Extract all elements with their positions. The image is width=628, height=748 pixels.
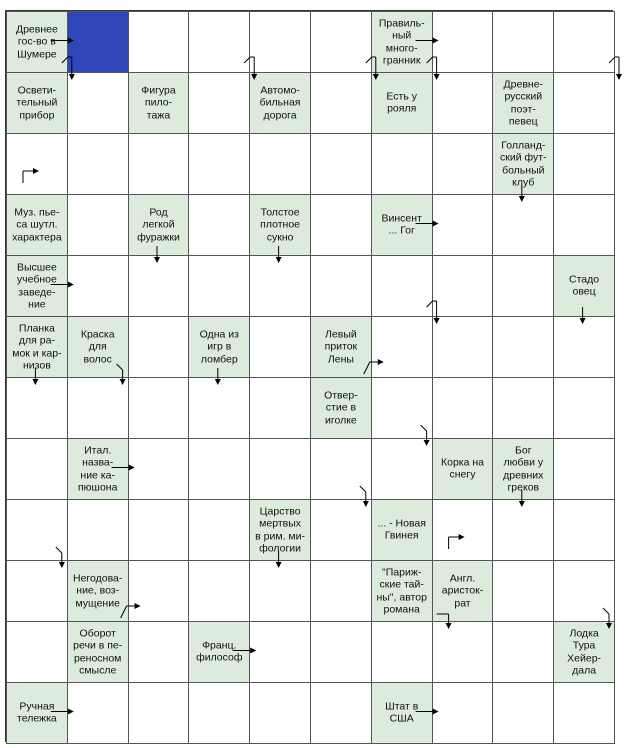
clue-cell bbox=[6, 194, 68, 256]
clue-text: ... - Новая Гвинея bbox=[377, 517, 426, 542]
answer-cell[interactable] bbox=[432, 316, 494, 378]
clue-text: Муз. пье- са шутл. характера bbox=[12, 206, 62, 244]
clue-text: Отвер- стие в иголке bbox=[324, 389, 358, 427]
answer-cell[interactable] bbox=[128, 499, 190, 561]
clue-cell bbox=[67, 316, 129, 378]
clue-text: Негодова- ние, воз- мущение bbox=[72, 572, 123, 610]
answer-cell[interactable] bbox=[6, 377, 68, 439]
answer-cell[interactable] bbox=[67, 499, 129, 561]
clue-text: Оборот речи в пе- реносном смысле bbox=[73, 627, 123, 677]
clue-cell bbox=[432, 438, 494, 500]
clue-cell bbox=[128, 194, 190, 256]
answer-cell[interactable] bbox=[249, 560, 311, 622]
clue-text: "Париж- ские тай- ны", автор романа bbox=[376, 566, 427, 616]
answer-cell[interactable] bbox=[128, 316, 190, 378]
answer-cell[interactable] bbox=[553, 499, 615, 561]
answer-cell[interactable] bbox=[188, 682, 250, 744]
answer-cell[interactable] bbox=[310, 133, 372, 195]
answer-cell[interactable] bbox=[249, 316, 311, 378]
answer-cell[interactable] bbox=[492, 499, 554, 561]
clue-text: Правиль- ный много- гранник bbox=[378, 17, 425, 67]
clue-cell bbox=[371, 194, 433, 256]
clue-text: Фигура пило- тажа bbox=[141, 84, 176, 122]
answer-cell[interactable] bbox=[128, 438, 190, 500]
answer-cell[interactable] bbox=[128, 255, 190, 317]
clue-cell bbox=[67, 621, 129, 683]
clue-cell bbox=[67, 438, 129, 500]
answer-cell[interactable] bbox=[128, 377, 190, 439]
answer-cell[interactable] bbox=[432, 377, 494, 439]
answer-cell[interactable] bbox=[492, 316, 554, 378]
answer-cell[interactable] bbox=[249, 682, 311, 744]
answer-cell[interactable] bbox=[67, 377, 129, 439]
clue-text: Автомо- бильная дорога bbox=[259, 84, 301, 122]
answer-cell[interactable] bbox=[553, 11, 615, 73]
answer-cell[interactable] bbox=[67, 194, 129, 256]
answer-cell[interactable] bbox=[310, 438, 372, 500]
clue-text: Древне- русский поэт- певец bbox=[503, 78, 544, 128]
answer-cell[interactable] bbox=[128, 133, 190, 195]
answer-cell[interactable] bbox=[371, 133, 433, 195]
answer-cell[interactable] bbox=[67, 682, 129, 744]
clue-text: Род легкой фуражки bbox=[137, 206, 180, 244]
answer-cell[interactable] bbox=[492, 682, 554, 744]
answer-cell[interactable] bbox=[128, 560, 190, 622]
answer-cell[interactable] bbox=[67, 133, 129, 195]
clue-cell bbox=[6, 316, 68, 378]
clue-cell bbox=[553, 255, 615, 317]
answer-cell[interactable] bbox=[188, 133, 250, 195]
answer-cell[interactable] bbox=[67, 72, 129, 134]
answer-cell[interactable] bbox=[67, 255, 129, 317]
clue-cell bbox=[6, 11, 68, 73]
answer-cell[interactable] bbox=[553, 316, 615, 378]
clue-text: Голланд- ский фут- больный клуб bbox=[500, 139, 547, 189]
answer-cell[interactable] bbox=[371, 316, 433, 378]
answer-cell[interactable] bbox=[310, 11, 372, 73]
clue-cell bbox=[6, 72, 68, 134]
clue-text: Корка на снегу bbox=[440, 456, 484, 481]
answer-cell[interactable] bbox=[6, 621, 68, 683]
clue-cell bbox=[6, 255, 68, 317]
answer-cell[interactable] bbox=[492, 621, 554, 683]
answer-cell[interactable] bbox=[432, 194, 494, 256]
clue-text: Одна из игр в ломбер bbox=[199, 328, 239, 366]
clue-cell bbox=[310, 316, 372, 378]
clue-cell bbox=[6, 682, 68, 744]
answer-cell[interactable] bbox=[249, 255, 311, 317]
answer-cell[interactable] bbox=[492, 255, 554, 317]
answer-cell[interactable] bbox=[310, 194, 372, 256]
clue-cell bbox=[371, 682, 433, 744]
answer-cell[interactable] bbox=[188, 499, 250, 561]
clue-text: Итал. назва- ние ка- пюшона bbox=[77, 444, 118, 494]
answer-cell[interactable] bbox=[188, 194, 250, 256]
answer-cell[interactable] bbox=[310, 560, 372, 622]
clue-text: Левый приток Лены bbox=[324, 328, 358, 366]
answer-cell[interactable] bbox=[371, 377, 433, 439]
clue-text: Бог любви у древних греков bbox=[503, 444, 544, 494]
answer-cell[interactable] bbox=[371, 621, 433, 683]
clue-text: Стадо овец bbox=[569, 273, 600, 298]
clue-cell bbox=[249, 499, 311, 561]
clue-text: Англ. аристок- рат bbox=[441, 572, 484, 610]
clue-text: Винсент ... Гог bbox=[381, 212, 422, 237]
answer-cell[interactable] bbox=[492, 194, 554, 256]
answer-cell[interactable] bbox=[432, 682, 494, 744]
answer-cell[interactable] bbox=[128, 11, 190, 73]
answer-cell[interactable] bbox=[553, 377, 615, 439]
answer-cell[interactable] bbox=[492, 11, 554, 73]
answer-cell[interactable] bbox=[6, 133, 68, 195]
clue-cell bbox=[249, 194, 311, 256]
answer-cell[interactable] bbox=[249, 438, 311, 500]
clue-text: Древнее гос-во в Шумере bbox=[15, 23, 58, 61]
answer-cell[interactable] bbox=[188, 377, 250, 439]
clue-cell bbox=[310, 377, 372, 439]
answer-cell[interactable] bbox=[432, 499, 494, 561]
answer-cell[interactable] bbox=[6, 499, 68, 561]
answer-cell[interactable] bbox=[188, 72, 250, 134]
clue-cell bbox=[188, 621, 250, 683]
answer-cell[interactable] bbox=[128, 682, 190, 744]
answer-cell[interactable] bbox=[188, 255, 250, 317]
answer-cell[interactable] bbox=[310, 621, 372, 683]
answer-cell[interactable] bbox=[432, 11, 494, 73]
answer-cell[interactable] bbox=[188, 11, 250, 73]
clue-cell bbox=[432, 560, 494, 622]
clue-cell bbox=[371, 72, 433, 134]
clue-text: Толстое плотное сукно bbox=[260, 206, 300, 244]
answer-cell[interactable] bbox=[553, 438, 615, 500]
clue-text: Краска для волос bbox=[80, 328, 115, 366]
answer-cell[interactable] bbox=[249, 11, 311, 73]
answer-cell[interactable] bbox=[310, 255, 372, 317]
filled-cell bbox=[67, 11, 129, 73]
clue-cell bbox=[553, 621, 615, 683]
clue-text: Ручная тележка bbox=[17, 700, 57, 725]
answer-cell[interactable] bbox=[553, 194, 615, 256]
clue-cell bbox=[492, 438, 554, 500]
clue-text: Освети- тельный прибор bbox=[16, 84, 58, 122]
answer-cell[interactable] bbox=[128, 621, 190, 683]
answer-cell[interactable] bbox=[371, 438, 433, 500]
clue-cell bbox=[371, 499, 433, 561]
clue-cell bbox=[249, 72, 311, 134]
answer-cell[interactable] bbox=[432, 621, 494, 683]
answer-cell[interactable] bbox=[249, 621, 311, 683]
clue-cell bbox=[492, 72, 554, 134]
answer-cell[interactable] bbox=[553, 133, 615, 195]
clue-text: Франц. философ bbox=[196, 639, 243, 664]
clue-text: Царство мертвых в рим. ми- фологии bbox=[255, 505, 305, 555]
answer-cell[interactable] bbox=[6, 438, 68, 500]
answer-cell[interactable] bbox=[492, 377, 554, 439]
answer-cell[interactable] bbox=[310, 499, 372, 561]
clue-text: Планка для ра- мок и кар- низов bbox=[12, 322, 62, 372]
answer-cell[interactable] bbox=[553, 682, 615, 744]
answer-cell[interactable] bbox=[432, 72, 494, 134]
clue-text: Высшее учебное заведе- ние bbox=[16, 261, 57, 311]
answer-cell[interactable] bbox=[553, 72, 615, 134]
answer-cell[interactable] bbox=[553, 560, 615, 622]
answer-cell[interactable] bbox=[188, 560, 250, 622]
answer-cell[interactable] bbox=[432, 255, 494, 317]
answer-cell[interactable] bbox=[492, 560, 554, 622]
clue-cell bbox=[371, 560, 433, 622]
clue-cell bbox=[371, 11, 433, 73]
crossword-grid bbox=[5, 10, 613, 742]
answer-cell[interactable] bbox=[432, 133, 494, 195]
clue-text: Штат в США bbox=[385, 700, 419, 725]
clue-cell bbox=[188, 316, 250, 378]
answer-cell[interactable] bbox=[249, 377, 311, 439]
answer-cell[interactable] bbox=[6, 560, 68, 622]
answer-cell[interactable] bbox=[310, 682, 372, 744]
clue-cell bbox=[492, 133, 554, 195]
answer-cell[interactable] bbox=[371, 255, 433, 317]
clue-text: Лодка Тура Хейер- дала bbox=[567, 627, 602, 677]
clue-text: Есть у рояля bbox=[386, 90, 417, 115]
clue-cell bbox=[128, 72, 190, 134]
answer-cell[interactable] bbox=[310, 72, 372, 134]
answer-cell[interactable] bbox=[188, 438, 250, 500]
clue-cell bbox=[67, 560, 129, 622]
answer-cell[interactable] bbox=[249, 133, 311, 195]
